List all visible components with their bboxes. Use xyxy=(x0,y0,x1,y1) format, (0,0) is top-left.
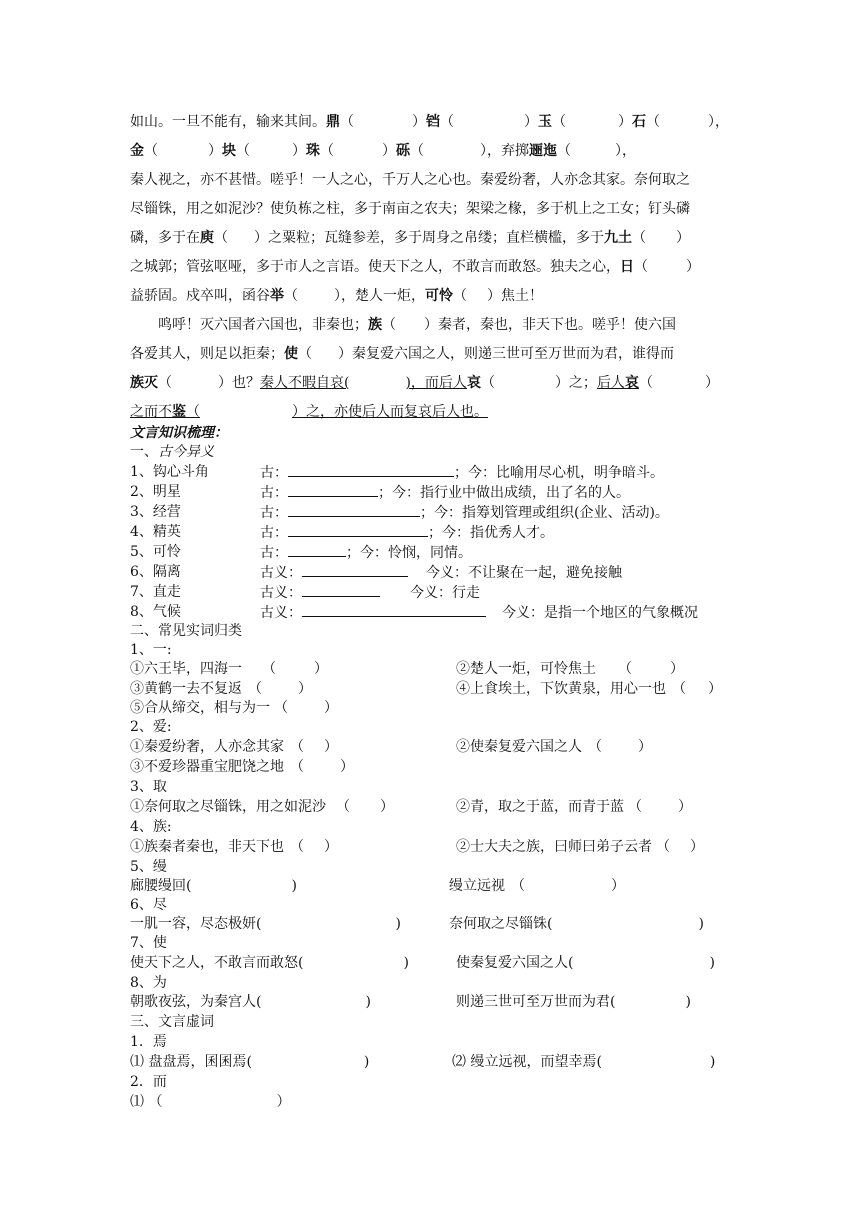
keyword: 族灭 xyxy=(130,375,158,391)
word-heading-jin: 6、尽 xyxy=(130,897,167,913)
keyword: 使 xyxy=(284,346,298,362)
keyword: 玉 xyxy=(538,114,552,130)
passage-line-7: 益骄固。戍卒叫，函谷举（ ），楚人一炬，可怜（ ）焦土！ xyxy=(130,288,543,304)
word-heading-ai: 2、爱: xyxy=(130,719,172,735)
example-item: 缦立远视 （ ） xyxy=(449,878,625,894)
keyword: 铛 xyxy=(426,114,440,130)
passage-line-5: 磷，多于在庾（ ）之粟粒；瓦缝参差，多于周身之帛缕；直栏横槛，多于九土（ ） xyxy=(130,230,690,246)
example-item: ②青，取之于蓝，而青于蓝 （ ） xyxy=(456,799,692,815)
passage-line-1: 如山。一旦不能有，输来其间。鼎（ ）铛（ ）玉（ ）石（ ）， xyxy=(130,114,729,130)
answer-blank[interactable] xyxy=(288,502,420,517)
keyword: 可怜 xyxy=(425,288,453,304)
example-item: 则递三世可至万世而为君( ) xyxy=(456,994,691,1010)
s1-title: 一、古今异义 xyxy=(130,444,214,460)
example-item: ③不爱珍器重宝肥饶之地 （ ） xyxy=(130,759,354,775)
answer-blank[interactable] xyxy=(302,562,408,577)
keyword: 砾 xyxy=(396,143,410,159)
keyword: 哀 xyxy=(466,375,481,391)
example-item: 朝歌夜弦，为秦宫人( ) xyxy=(130,994,371,1010)
passage-line-8: 鸣呼！灭六国者六国也，非秦也；族（ ）秦者，秦也，非天下也。嗟乎！使六国 xyxy=(158,317,676,333)
example-item: 一肌一容，尽态极妍( ) xyxy=(130,916,401,932)
answer-blank[interactable] xyxy=(302,582,380,597)
word-heading-zu: 4、族: xyxy=(130,819,172,835)
keyword: 九土 xyxy=(604,230,632,246)
keyword: 鼎 xyxy=(326,114,340,130)
example-item: ⑤合从缔交，相与为一 （ ） xyxy=(130,700,338,716)
section-title: 文言知识梳理： xyxy=(130,425,228,441)
keyword: 举 xyxy=(270,288,284,304)
word-heading-qu: 3、取 xyxy=(130,779,167,795)
example-item: 使天下之人，不敢言而敢怒( ) xyxy=(130,955,409,971)
example-item: ①秦爱纷奢，人亦念其家 （ ） xyxy=(130,739,338,755)
text-run: 如山。一旦不能有，输来其间。 xyxy=(130,114,326,130)
answer-blank[interactable] xyxy=(288,482,378,497)
s3-title: 三、文言虚词 xyxy=(130,1014,214,1030)
example-item: ③黄鹤一去不复返 （ ） xyxy=(130,681,312,697)
example-item: ④上食埃土，下饮黄泉，用心一也 （ ） xyxy=(456,681,722,697)
example-item: ①奈何取之尽锱铢，用之如泥沙 （ ） xyxy=(130,799,394,815)
example-item: ⑴ （ ） xyxy=(130,1094,291,1110)
passage-line-10: 族灭（ ）也？秦人不暇自哀( )，而后人哀（ ）之；后人哀（ ） xyxy=(130,375,719,391)
word-heading-wei: 8、为 xyxy=(130,975,167,991)
example-item: ⑴ 盘盘焉，囷囷焉( ) xyxy=(130,1054,370,1070)
passage-line-9: 各爱其人，则足以拒秦；使（ ）秦复爱六国之人，则递三世可至万世而为君，谁得而 xyxy=(130,346,674,362)
passage-line-6: 之城郭；管弦呕哑，多于市人之言语。使天下之人，不敢言而敢怒。独夫之心，日（ ） xyxy=(130,259,700,275)
keyword: 哀 xyxy=(624,375,639,391)
answer-blank[interactable] xyxy=(288,462,454,477)
word-heading-shi: 7、使 xyxy=(130,935,167,951)
passage-line-11: 之而不鉴（ ）之，亦使后人而复哀后人也。 xyxy=(130,404,488,420)
word-heading-yi: 1、一: xyxy=(130,642,172,658)
keyword: 族 xyxy=(368,317,382,333)
keyword: 块 xyxy=(222,143,236,159)
example-item: ①族秦者秦也，非天下也 （ ） xyxy=(130,839,338,855)
keyword: 鉴 xyxy=(172,404,186,420)
keyword: 日 xyxy=(620,259,634,275)
word-heading-er: 2．而 xyxy=(130,1074,167,1090)
s2-title: 二、常见实词归类 xyxy=(130,623,242,639)
example-item: 使秦复爱六国之人( ) xyxy=(456,955,715,971)
example-item: 廊腰缦回( ) xyxy=(130,878,297,894)
passage-line-2: 金（ ）块（ ）珠（ ）砾（ ），弃掷逦迤（ ）， xyxy=(130,143,636,159)
answer-blank[interactable] xyxy=(288,542,346,557)
keyword: 珠 xyxy=(306,143,320,159)
word-heading-man: 5、缦 xyxy=(130,859,167,875)
word-heading-yan: 1．焉 xyxy=(130,1034,167,1050)
example-item: ⑵ 缦立远视，而望幸焉( ) xyxy=(452,1054,716,1070)
keyword: 逦迤 xyxy=(529,143,557,159)
example-item: ②士大夫之族，曰师曰弟子云者 （ ） xyxy=(456,839,704,855)
answer-blank[interactable] xyxy=(302,602,486,617)
example-item: 奈何取之尽锱铢( ) xyxy=(449,916,704,932)
keyword: 金 xyxy=(130,143,144,159)
example-item: ②楚人一炬，可怜焦土 （ ） xyxy=(456,661,684,677)
example-item: ②使秦复爱六国之人 （ ） xyxy=(456,739,652,755)
keyword: 石 xyxy=(632,114,646,130)
passage-line-3: 秦人视之，亦不甚惜。嗟乎！一人之心，千万人之心也。秦爱纷奢，人亦念其家。奈何取之 xyxy=(130,172,690,188)
keyword: 庾 xyxy=(200,230,214,246)
passage-line-4: 尽锱铢，用之如泥沙？使负栋之柱，多于南亩之农夫；架梁之椽，多于机上之工女；钉头磷 xyxy=(130,201,690,217)
example-item: ①六王毕，四海一 （ ） xyxy=(130,661,328,677)
answer-blank[interactable] xyxy=(288,522,428,537)
